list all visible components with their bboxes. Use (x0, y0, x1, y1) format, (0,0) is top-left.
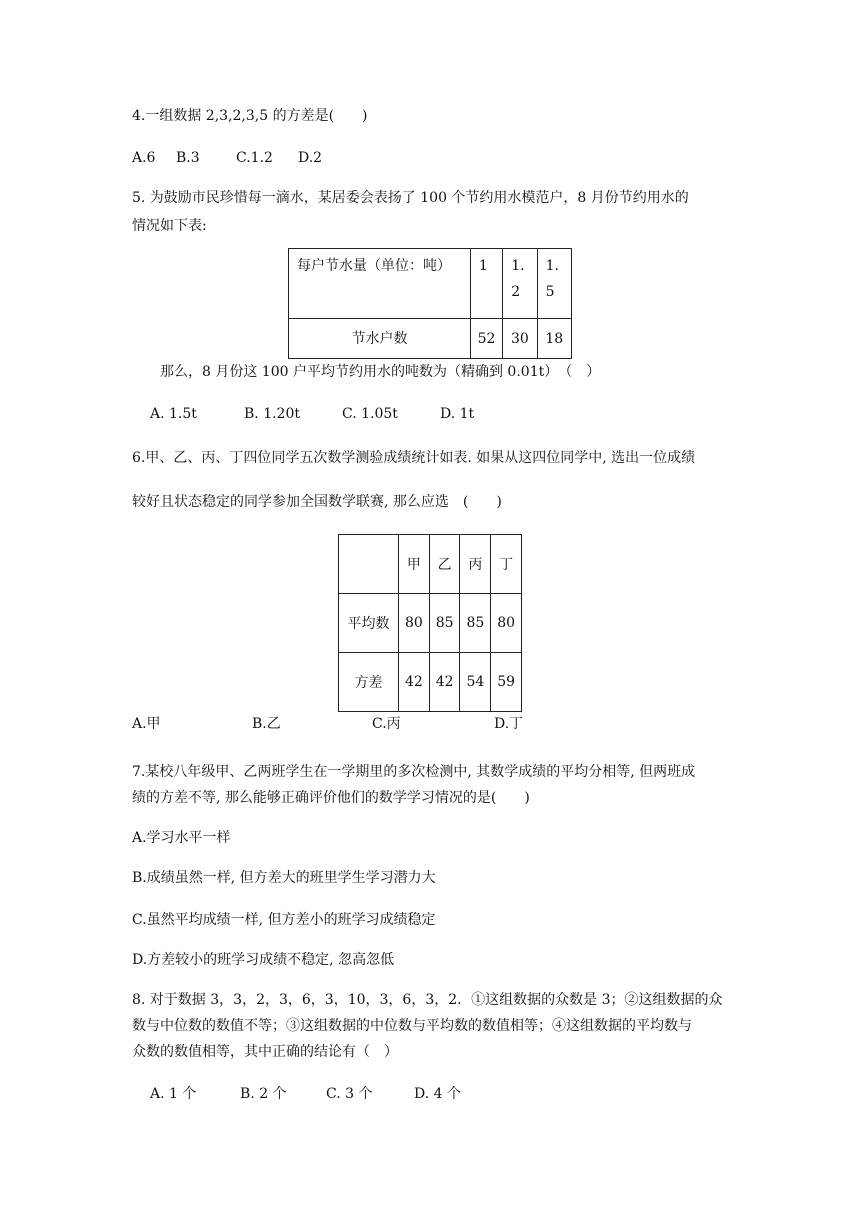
q4-stem: 4.一组数据 2,3,2,3,5 的方差是( ) (132, 108, 368, 124)
q6-stem-line2: 较好且状态稳定的同学参加全国数学联赛, 那么应选 ( ) (132, 494, 502, 510)
q5-count-3: 18 (537, 319, 571, 359)
q5-water-table (288, 248, 572, 359)
q6-header-jia: 甲 (399, 535, 430, 594)
q8-option-a: A. 1 个 (150, 1086, 197, 1102)
q4-option-a: A.6 (132, 150, 156, 166)
q6-row-variance-label: 方差 (339, 653, 399, 712)
q5-row2-label: 节水户数 (289, 319, 471, 359)
q5-followup: 那么，8 月份这 100 户平均节约用水的吨数为（精确到 0.01t） （ ） (160, 364, 601, 380)
q6-row-mean-label: 平均数 (339, 594, 399, 653)
q6-mean-ding: 80 (491, 594, 522, 653)
q5-option-d: D. 1t (440, 406, 475, 422)
q5-option-a: A. 1.5t (150, 406, 197, 422)
q6-var-jia: 42 (399, 653, 430, 712)
q6-var-ding: 59 (491, 653, 522, 712)
q8-option-c: C. 3 个 (326, 1086, 373, 1102)
q6-header-ding: 丁 (491, 535, 522, 594)
q6-var-yi: 42 (429, 653, 460, 712)
q8-option-b: B. 2 个 (240, 1086, 287, 1102)
q7-stem-line1: 7.某校八年级甲、乙两班学生在一学期里的多次检测中, 其数学成绩的平均分相等, 但两班成 (132, 764, 696, 780)
q5-option-b: B. 1.20t (244, 406, 300, 422)
q6-header-blank (339, 535, 399, 594)
q7-option-a: A.学习水平一样 (132, 830, 231, 846)
q6-option-a: A.甲 (132, 716, 161, 732)
q5-cell-1: 1 (470, 249, 502, 319)
q6-mean-yi: 85 (429, 594, 460, 653)
q4-option-c: C.1.2 (236, 150, 273, 166)
q8-stem-line1: 8. 对于数据 3，3，2，3，6，3，10，3，6，3，2．①这组数据的众数是 3；②这组数据的众 (132, 992, 723, 1008)
q5-stem-line2: 情况如下表: (132, 218, 207, 234)
q7-option-b: B.成绩虽然一样, 但方差大的班里学生学习潜力大 (132, 870, 436, 886)
q5-option-c: C. 1.05t (342, 406, 398, 422)
q5-stem-line1: 5. 为鼓励市民珍惜每一滴水，某居委会表扬了 100 个节约用水模范户，8 月份节约用水的 (132, 190, 689, 206)
q7-stem-line2: 绩的方差不等, 那么能够正确评价他们的数学学习情况的是( ) (132, 790, 530, 806)
q5-cell-1-5: 1. 5 (537, 249, 571, 319)
q6-option-c: C.丙 (372, 716, 401, 732)
q6-header-bing: 丙 (460, 535, 491, 594)
q5-count-1: 52 (470, 319, 502, 359)
q5-count-2: 30 (503, 319, 537, 359)
q6-header-yi: 乙 (429, 535, 460, 594)
q8-stem-line2: 数与中位数的数值不等；③这组数据的中位数与平均数的数值相等；④这组数据的平均数与 (132, 1018, 692, 1034)
q6-option-d: D.丁 (494, 716, 524, 732)
q7-option-c: C.虽然平均成绩一样, 但方差小的班学习成绩稳定 (132, 912, 436, 928)
q6-score-table (338, 534, 522, 712)
q6-stem-line1: 6.甲、乙、丙、丁四位同学五次数学测验成绩统计如表. 如果从这四位同学中, 选出一位成绩 (132, 450, 696, 466)
q8-option-d: D. 4 个 (414, 1086, 461, 1102)
q6-option-b: B.乙 (252, 716, 281, 732)
q6-var-bing: 54 (460, 653, 491, 712)
q4-option-b: B.3 (176, 150, 200, 166)
q6-mean-jia: 80 (399, 594, 430, 653)
q6-mean-bing: 85 (460, 594, 491, 653)
q4-option-d: D.2 (298, 150, 323, 166)
q7-option-d: D.方差较小的班学习成绩不稳定, 忽高忽低 (132, 952, 395, 968)
q5-row1-label: 每户节水量（单位：吨） (289, 249, 471, 319)
q5-cell-1-2: 1. 2 (503, 249, 537, 319)
q8-stem-line3: 众数的数值相等，其中正确的结论有（ ） (132, 1044, 398, 1060)
